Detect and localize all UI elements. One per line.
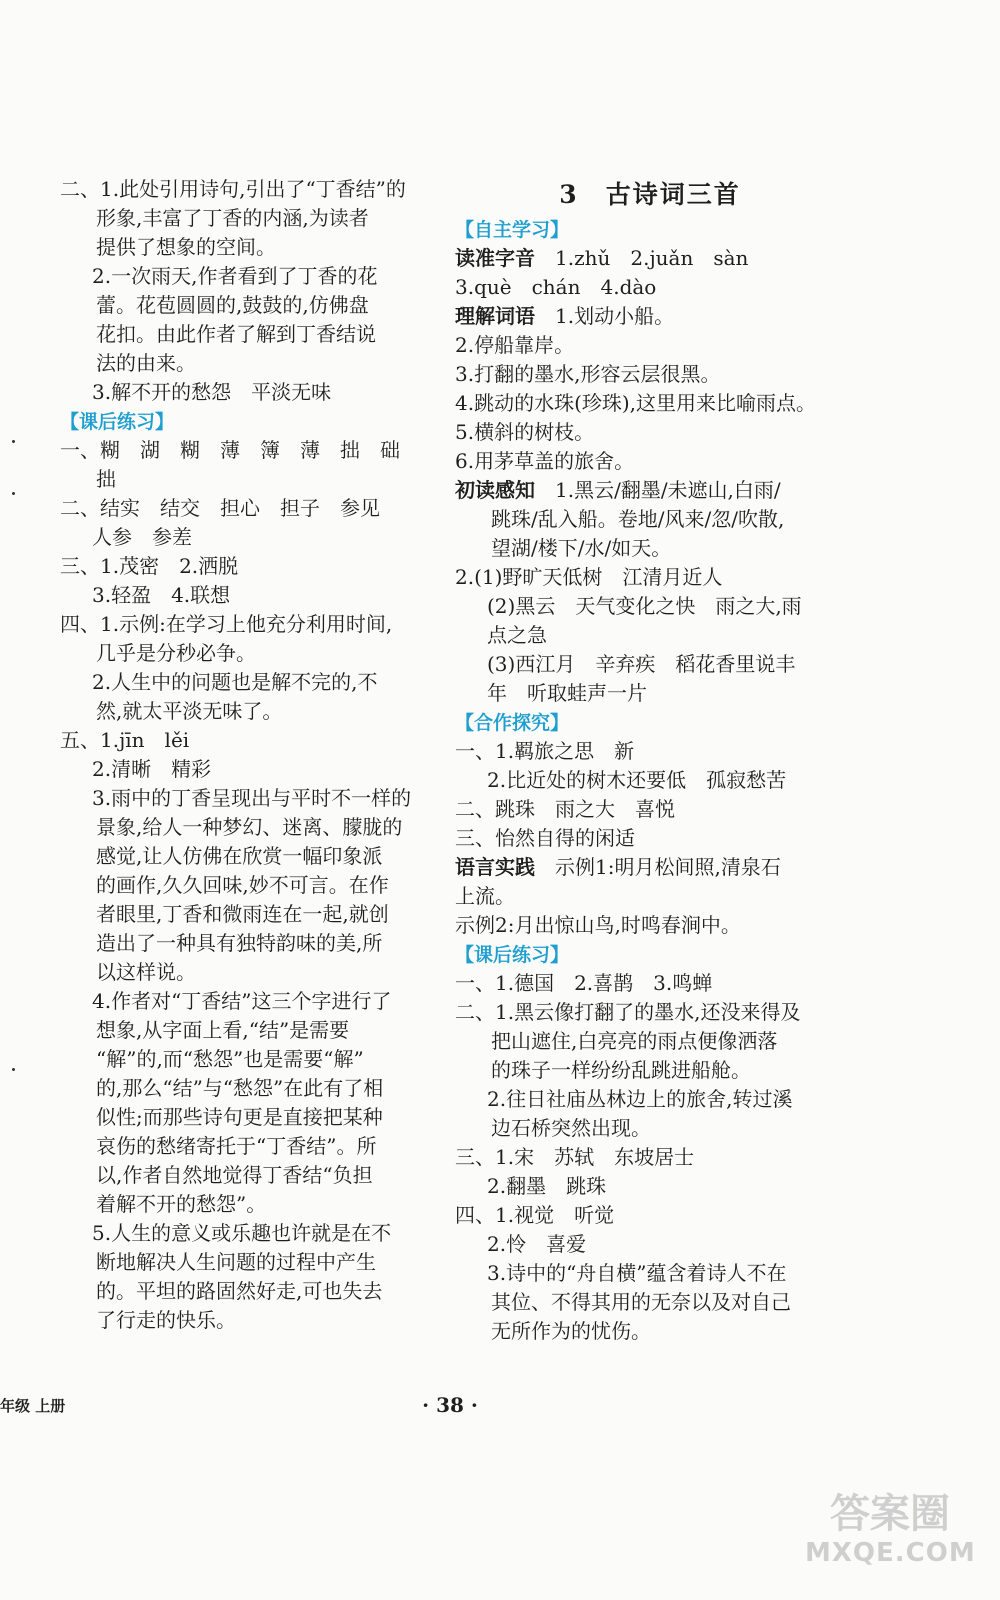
left-column: [60, 175, 440, 1335]
answer-line: 示例2:月出惊山鸟,时鸣春涧中。: [455, 913, 741, 937]
answer-line: 跳珠/乱入船。卷地/风来/忽/吹散,: [491, 507, 785, 531]
answer-line: 以,作者自然地觉得丁香结“负担: [96, 1163, 373, 1187]
answer-line: 二、1.此处引用诗句,引出了“丁香结”的: [60, 177, 406, 201]
watermark-bottom: MXQE.COM: [805, 1538, 976, 1568]
answer-line: 三、1.宋 苏轼 东坡居士: [455, 1145, 695, 1169]
answer-line: 2.一次雨天,作者看到了丁香的花: [92, 264, 378, 288]
answer-line: 法的由来。: [96, 351, 196, 375]
answer-line: 无所作为的忧伤。: [491, 1319, 651, 1343]
answer-line: 年 听取蛙声一片: [487, 681, 647, 705]
answer-line: “解”的,而“愁怨”也是需要“解”: [96, 1047, 364, 1071]
answer-line: 二、1.黑云像打翻了的墨水,还没来得及: [455, 1000, 801, 1024]
section-header-label: 【合作探究】: [455, 712, 570, 734]
answer-line: 2.人生中的问题也是解不完的,不: [92, 670, 378, 694]
answer-line: 的。平坦的路固然好走,可也失去: [96, 1279, 383, 1303]
page-number: · 38 ·: [422, 1393, 478, 1417]
answer-line: 四、1.示例:在学习上他充分利用时间,: [60, 612, 393, 636]
answer-line: 一、1.羁旅之思 新: [455, 739, 635, 763]
answer-line: 形象,丰富了丁香的内涵,为读者: [96, 206, 369, 230]
answer-line: 初读感知 1.黑云/翻墨/未遮山,白雨/: [455, 478, 781, 502]
scan-dot: [12, 1068, 15, 1071]
right-column: [455, 175, 845, 1346]
answer-line: 2.清晰 精彩: [92, 757, 212, 781]
answer-line: 的珠子一样纷纷乱跳进船舱。: [491, 1058, 751, 1082]
watermark-logo: [805, 1490, 975, 1580]
section-header-label: 【课后练习】: [455, 944, 570, 966]
answer-line: 哀伤的愁绪寄托于“丁香结”。所: [96, 1134, 377, 1158]
answer-line: 的,那么“结”与“愁怨”在此有了相: [96, 1076, 384, 1100]
answer-line: 一、糊 湖 糊 薄 簿 薄 拙 础: [60, 438, 400, 462]
scan-dot: [12, 492, 15, 495]
answer-line: 四、1.视觉 听觉: [455, 1203, 615, 1227]
label-bold: 读准字音: [455, 246, 535, 270]
answer-line: 理解词语 1.划动小船。: [455, 304, 675, 328]
watermark-top: 答案圈: [830, 1491, 950, 1537]
section-header: [60, 407, 440, 436]
answer-line: 望湖/楼下/水/如天。: [491, 536, 672, 560]
answer-line: 三、怡然自得的闲适: [455, 826, 635, 850]
answer-line: 似性;而那些诗句更是直接把某种: [96, 1105, 383, 1129]
answer-line: 着解不开的愁怨”。: [96, 1192, 267, 1216]
section-header: [455, 940, 845, 969]
answer-line: 2.往日社庙丛林边上的旅舍,转过溪: [487, 1087, 793, 1111]
answer-line: 3.诗中的“舟自横”蕴含着诗人不在: [487, 1261, 787, 1285]
answer-line: 5.人生的意义或乐趣也许就是在不: [92, 1221, 392, 1245]
answer-line: 景象,给人一种梦幻、迷离、朦胧的: [96, 815, 403, 839]
label-bold: 理解词语: [455, 304, 535, 328]
answer-line: 想象,从字面上看,“结”是需要: [96, 1018, 350, 1042]
answer-line: 点之急: [487, 623, 547, 647]
label-bold: 语言实践: [455, 855, 535, 879]
section-header: [455, 215, 845, 244]
answer-line: 拙: [96, 467, 116, 491]
answer-line: 3.轻盈 4.联想: [92, 583, 231, 607]
answer-line: 3.打翻的墨水,形容云层很黑。: [455, 362, 721, 386]
answer-line: 三、1.茂密 2.洒脱: [60, 554, 239, 578]
answer-line: 4.作者对“丁香结”这三个字进行了: [92, 989, 392, 1013]
answer-line: 2.(1)野旷天低树 江清月近人: [455, 565, 723, 589]
scan-dot: [12, 440, 15, 443]
answer-line: 的画作,久久回味,妙不可言。在作: [96, 873, 389, 897]
answer-line: 2.比近处的树木还要低 孤寂愁苦: [487, 768, 787, 792]
answer-line: 者眼里,丁香和微雨连在一起,就创: [96, 902, 389, 926]
answer-line: (3)西江月 辛弃疾 稻花香里说丰: [487, 652, 796, 676]
answer-line: 一、1.德国 2.喜鹊 3.鸣蝉: [455, 971, 713, 995]
answer-line: 蕾。花苞圆圆的,鼓鼓的,仿佛盘: [96, 293, 369, 317]
answer-line: 花扣。由此作者了解到丁香结说: [96, 322, 376, 346]
answer-line: 2.怜 喜爱: [487, 1232, 587, 1256]
answer-line: 提供了想象的空间。: [96, 235, 276, 259]
answer-line: 二、跳珠 雨之大 喜悦: [455, 797, 675, 821]
answer-line: 把山遮住,白亮亮的雨点便像洒落: [491, 1029, 778, 1053]
label-bold: 初读感知: [455, 478, 535, 502]
answer-line: 读准字音 1.zhǔ 2.juǎn sàn: [455, 246, 749, 270]
answer-line: 以这样说。: [96, 960, 196, 984]
answer-line: 3.解不开的愁怨 平淡无味: [92, 380, 332, 404]
answer-line: 感觉,让人仿佛在欣赏一幅印象派: [96, 844, 383, 868]
answer-line: 2.停船靠岸。: [455, 333, 575, 357]
answer-line: 断地解决人生问题的过程中产生: [96, 1250, 376, 1274]
section-header-label: 【课后练习】: [60, 411, 175, 433]
answer-line: 4.跳动的水珠(珍珠),这里用来比喻雨点。: [455, 391, 817, 415]
answer-line: 几乎是分秒必争。: [96, 641, 256, 665]
answer-line: 二、结实 结交 担心 担子 参见: [60, 496, 380, 520]
answer-line: 五、1.jīn lěi: [60, 728, 190, 752]
answer-line: 5.横斜的树枝。: [455, 420, 595, 444]
answer-line: 上流。: [455, 884, 515, 908]
answer-line: (2)黑云 天气变化之快 雨之大,雨: [487, 594, 802, 618]
answer-line: 了行走的快乐。: [96, 1308, 236, 1332]
answer-line: 其位、不得其用的无奈以及对自己: [491, 1290, 791, 1314]
answer-line: 2.翻墨 跳珠: [487, 1174, 607, 1198]
grade-label: 年级 上册: [0, 1397, 66, 1415]
section-header-label: 【自主学习】: [455, 219, 570, 241]
lesson-title: 3 古诗词三首: [559, 180, 741, 209]
answer-line: 人参 参差: [92, 525, 192, 549]
answer-line: 6.用茅草盖的旅舍。: [455, 449, 635, 473]
answer-line: 造出了一种具有独特韵味的美,所: [96, 931, 383, 955]
answer-line: 3.雨中的丁香呈现出与平时不一样的: [92, 786, 412, 810]
section-header: [455, 708, 845, 737]
answer-line: 3.què chán 4.dào: [455, 275, 657, 299]
answer-line: 然,就太平淡无味了。: [96, 699, 283, 723]
answer-line: 边石桥突然出现。: [491, 1116, 651, 1140]
answer-line: 语言实践 示例1:明月松间照,清泉石: [455, 855, 781, 879]
